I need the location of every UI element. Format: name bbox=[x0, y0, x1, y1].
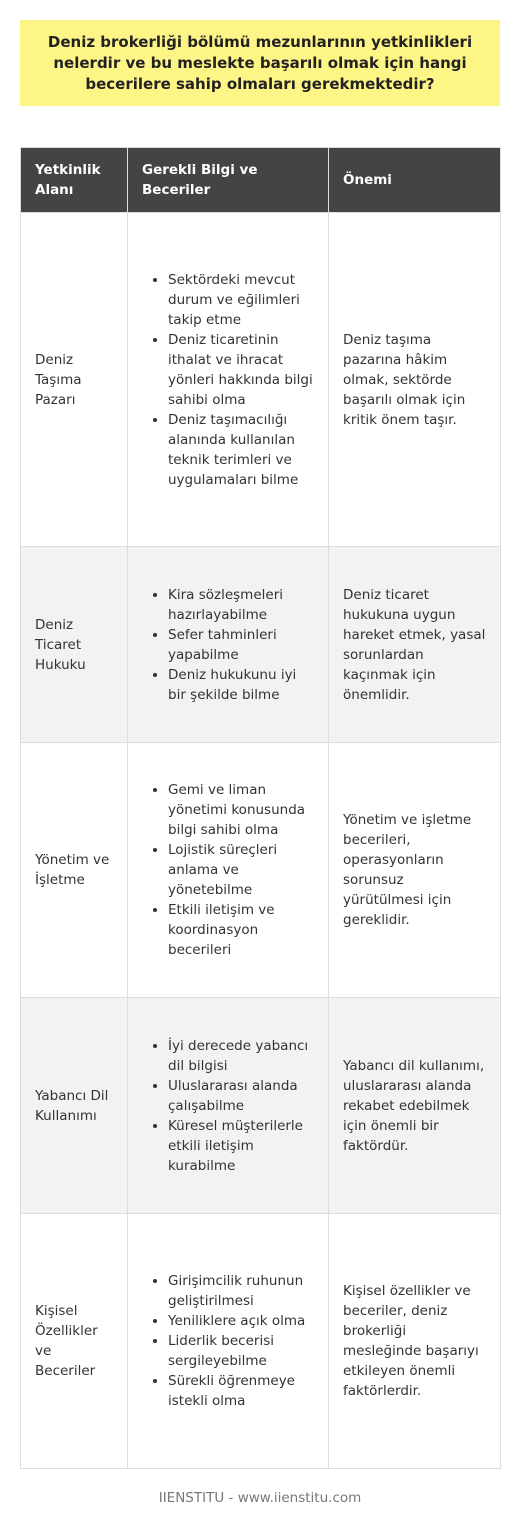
importance-cell: Deniz taşıma pazarına hâkim olmak, sektörde başarılı olmak için kritik önem taşır. bbox=[329, 213, 501, 547]
area-cell: Deniz Ticaret Hukuku bbox=[21, 547, 128, 743]
area-cell: Yönetim ve İşletme bbox=[21, 743, 128, 998]
list-item: • Yeniliklere açık olma bbox=[168, 1311, 314, 1331]
list-item: • Girişimcilik ruhunun geliştirilmesi bbox=[168, 1271, 314, 1311]
list-item: • Gemi ve liman yönetimi konusunda bilgi sahibi olma bbox=[168, 780, 314, 840]
list-item: • Sürekli öğrenmeye istekli olma bbox=[168, 1371, 314, 1411]
area-cell: Yabancı Dil Kullanımı bbox=[21, 998, 128, 1214]
skills-cell bbox=[128, 743, 329, 998]
list-item: • Sefer tahminleri yapabilme bbox=[168, 625, 314, 665]
list-item: • Sektördeki mevcut durum ve eğilimleri takip etme bbox=[168, 270, 314, 330]
page-title: Deniz brokerliği bölümü mezunlarının yetkinlikleri nelerdir ve bu meslekte başarılı olmak için hangi becerilere sahip olmaları gerekmektedir? bbox=[47, 32, 473, 93]
importance-cell: Yönetim ve işletme becerileri, operasyonların sorunsuz yürütülmesi için gereklidir. bbox=[329, 743, 501, 998]
skills-list bbox=[142, 1036, 314, 1176]
importance-cell: Kişisel özellikler ve beceriler, deniz brokerliği mesleğinde başarıyı etkileyen önemli faktörlerdir. bbox=[329, 1214, 501, 1469]
list-item: • Liderlik becerisi sergileyebilme bbox=[168, 1331, 314, 1371]
skills-cell bbox=[128, 1214, 329, 1469]
skills-list bbox=[142, 270, 314, 490]
list-item: • Etkili iletişim ve koordinasyon becerileri bbox=[168, 900, 314, 960]
list-item: • Deniz taşımacılığı alanında kullanılan teknik terimleri ve uygulamaları bilme bbox=[168, 410, 314, 490]
list-item: • Deniz hukukunu iyi bir şekilde bilme bbox=[168, 665, 314, 705]
table-row bbox=[21, 998, 501, 1214]
competency-table bbox=[20, 147, 501, 1469]
list-item: • Deniz ticaretinin ithalat ve ihracat yönleri hakkında bilgi sahibi olma bbox=[168, 330, 314, 410]
title-banner bbox=[20, 20, 500, 106]
table-row bbox=[21, 547, 501, 743]
table-row bbox=[21, 213, 501, 547]
table-row bbox=[21, 743, 501, 998]
skills-list bbox=[142, 585, 314, 705]
header-importance: Önemi bbox=[329, 148, 501, 213]
header-required-skills: Gerekli Bilgi ve Beceriler bbox=[128, 148, 329, 213]
skills-list bbox=[142, 1271, 314, 1411]
list-item: • Küresel müşterilerle etkili iletişim kurabilme bbox=[168, 1116, 314, 1176]
skills-cell bbox=[128, 998, 329, 1214]
list-item: • Lojistik süreçleri anlama ve yönetebilme bbox=[168, 840, 314, 900]
header-competency-area: Yetkinlik Alanı bbox=[21, 148, 128, 213]
area-cell: Deniz Taşıma Pazarı bbox=[21, 213, 128, 547]
skills-cell bbox=[128, 213, 329, 547]
list-item: • İyi derecede yabancı dil bilgisi bbox=[168, 1036, 314, 1076]
table-header-row bbox=[21, 148, 501, 213]
skills-cell bbox=[128, 547, 329, 743]
footer-credit: IIENSTITU - www.iienstitu.com bbox=[158, 1490, 362, 1506]
importance-cell: Deniz ticaret hukukuna uygun hareket etmek, yasal sorunlardan kaçınmak için önemlidir. bbox=[329, 547, 501, 743]
skills-list bbox=[142, 780, 314, 960]
area-cell: Kişisel Özellikler ve Beceriler bbox=[21, 1214, 128, 1469]
table-row bbox=[21, 1214, 501, 1469]
importance-cell: Yabancı dil kullanımı, uluslararası alanda rekabet edebilmek için önemli bir faktördür. bbox=[329, 998, 501, 1214]
list-item: • Kira sözleşmeleri hazırlayabilme bbox=[168, 585, 314, 625]
list-item: • Uluslararası alanda çalışabilme bbox=[168, 1076, 314, 1116]
